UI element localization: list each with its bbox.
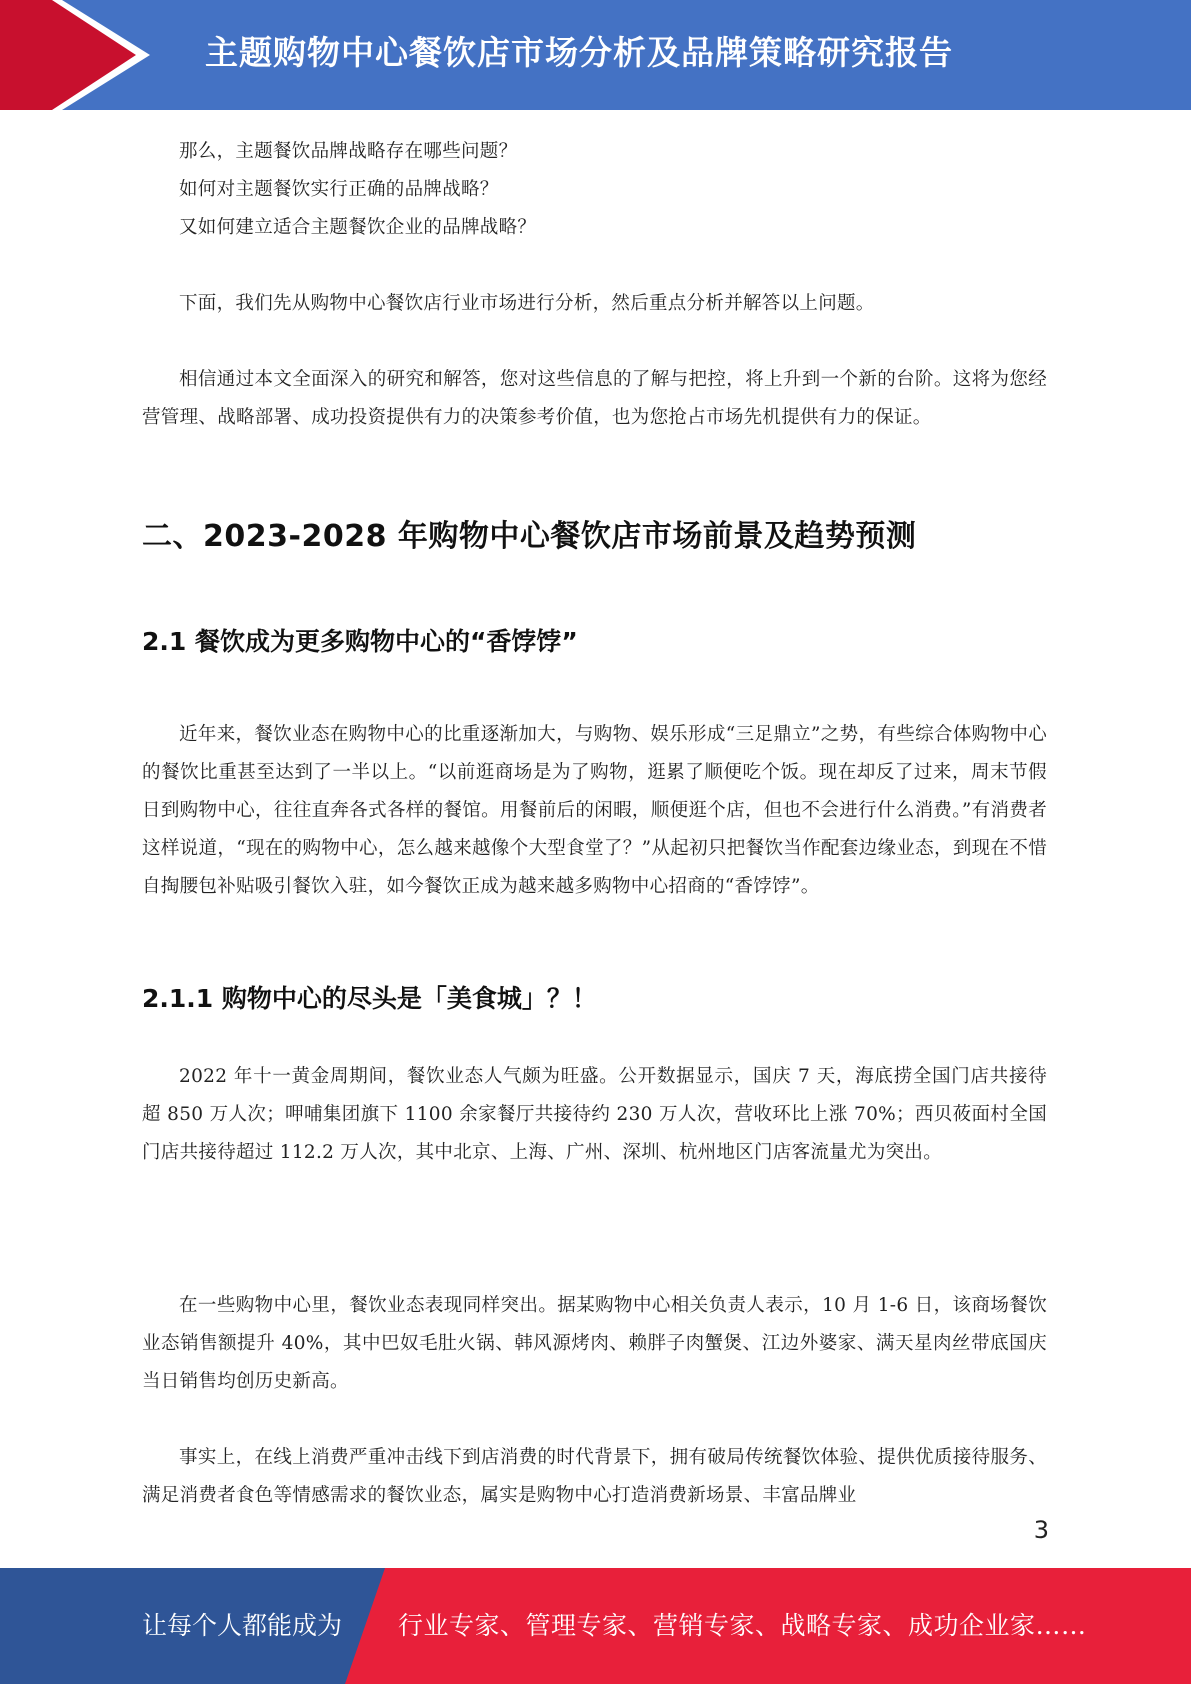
question-2: 如何对主题餐饮实行正确的品牌战略？	[179, 179, 499, 200]
subsection-heading-2-1: 2.1 餐饮成为更多购物中心的“香饽饽”	[142, 627, 578, 656]
section-heading: 二、2023-2028 年购物中心餐饮店市场前景及趋势预测	[142, 519, 917, 554]
page-number: 3	[1033, 1516, 1049, 1544]
question-1: 那么，主题餐饮品牌战略存在哪些问题？	[179, 141, 518, 162]
intro-paragraph-1: 下面，我们先从购物中心餐饮店行业市场进行分析，然后重点分析并解答以上问题。	[179, 293, 875, 314]
footer-banner	[0, 1568, 1191, 1684]
subsection-2-1-1-paragraph-2: 在一些购物中心里，餐饮业态表现同样突出。据某购物中心相关负责人表示，10 月 1-6 日，该商场餐饮业态销售额提升 40%，其中巴奴毛肚火锅、韩风源烤肉、赖胖子肉蟹煲、江边外婆家、满天星肉丝带底国庆当日销售均创历史新高。	[142, 1295, 1047, 1392]
header-banner	[0, 0, 1191, 110]
red-chevron-icon	[0, 0, 150, 110]
question-3: 又如何建立适合主题餐饮企业的品牌战略？	[179, 217, 537, 238]
subsection-2-1-1-paragraph-3: 事实上，在线上消费严重冲击线下到店消费的时代背景下，拥有破局传统餐饮体验、提供优质接待服务、满足消费者食色等情感需求的餐饮业态，属实是购物中心打造消费新场景、丰富品牌业	[142, 1447, 1047, 1506]
subsection-heading-2-1-1: 2.1.1 购物中心的尽头是「美食城」？！	[142, 984, 597, 1013]
subsection-2-1-paragraph: 近年来，餐饮业态在购物中心的比重逐渐加大，与购物、娱乐形成“三足鼎立”之势，有些综合体购物中心的餐饮比重甚至达到了一半以上。“以前逛商场是为了购物，逛累了顺便吃个饭。现在却反了过来，周末节假日到购物中心，往往直奔各式各样的餐馆。用餐前后的闲暇，顺便逛个店，但也不会进行什么消费。”有消费者这样说道，“现在的购物中心，怎么越来越像个大型食堂了？”从起初只把餐饮当作配套边缘业态，到现在不惜自掏腰包补贴吸引餐饮入驻，如今餐饮正成为越来越多购物中心招商的“香饽饽”。	[142, 724, 1047, 897]
footer-slogan-left: 让每个人都能成为	[142, 1611, 343, 1640]
footer-slogan-right: 行业专家、管理专家、营销专家、战略专家、成功企业家……	[398, 1611, 1087, 1640]
subsection-2-1-1-paragraph-1: 2022 年十一黄金周期间，餐饮业态人气颇为旺盛。公开数据显示，国庆 7 天，海底捞全国门店共接待超 850 万人次；呷哺集团旗下 1100 余家餐厅共接待约 230 万人次，营收环比上涨 70%；西贝莜面村全国门店共接待超过 112.2 万人次，其中北京、上海、广州、深圳、杭州地区门店客流量尤为突出。	[142, 1066, 1047, 1163]
intro-paragraph-2: 相信通过本文全面深入的研究和解答，您对这些信息的了解与把控，将上升到一个新的台阶。这将为您经营管理、战略部署、成功投资提供有力的决策参考价值，也为您抢占市场先机提供有力的保证。	[142, 369, 1047, 428]
report-title: 主题购物中心餐饮店市场分析及品牌策略研究报告	[205, 33, 953, 72]
